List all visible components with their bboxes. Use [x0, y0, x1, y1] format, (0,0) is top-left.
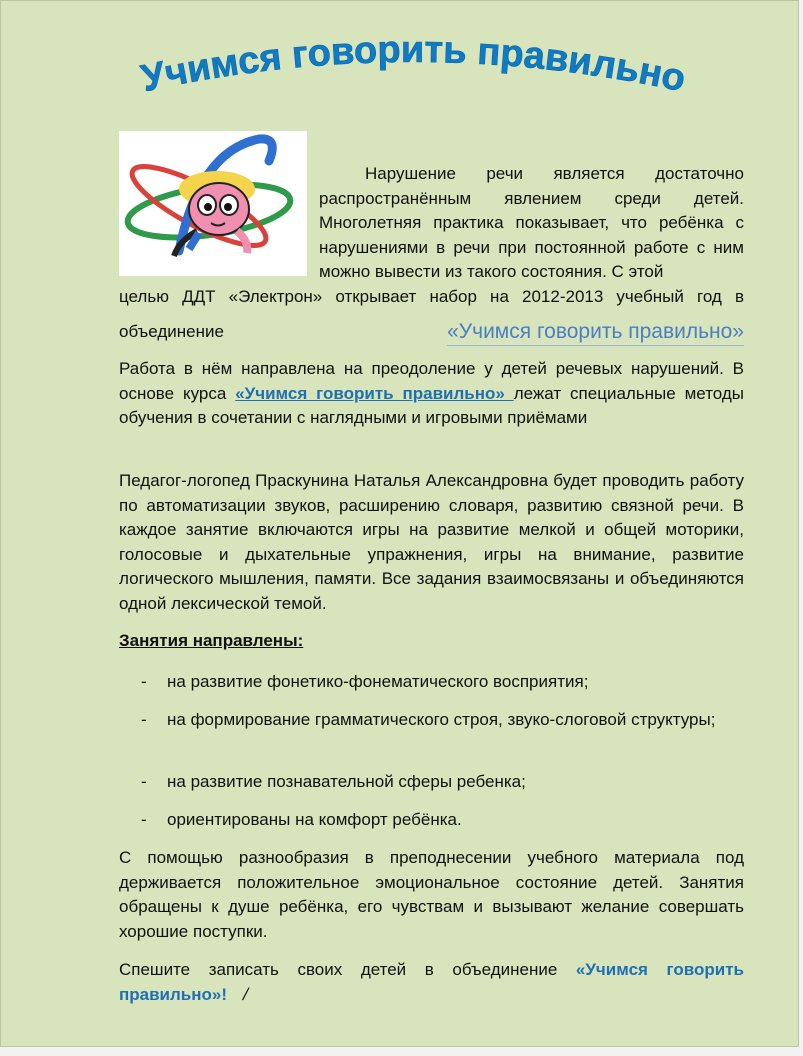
course-link[interactable]: «Учимся говорить правильно» [235, 383, 514, 403]
list-marker: - [141, 810, 147, 829]
teacher-paragraph: Педагог-логопед Праскунина Наталья Александровна будет проводить работу по автоматизации звуков, расширению словаря, развитию связной речи. В каждое занятие включаются игры на развитие мелкой и общей моторики, голосовые и дыхательные упражнения, игры на внимание, развитие логического мышления, памяти. Все задания взаимосвязаны и объединяются одной лексической темой. [119, 471, 744, 613]
course-paragraph [119, 357, 744, 431]
closing-highlight: «Учимся говорить правильно»! [119, 960, 744, 1004]
page-title [101, 19, 721, 109]
list-item-text: ориентированы на комфорт ребёнка. [167, 810, 462, 829]
course-text-after: лежат специальные методы обучения в сочетании с наглядными и игровыми приёмами [119, 383, 745, 427]
association-row [119, 319, 744, 347]
cartoon-child-atom-icon [119, 131, 307, 276]
intro-paragraph: Нарушение речи является достаточно распространённым явлением среди детей. Многолетняя практика показывает, что ребёнка с нарушениями в речи при постоянной работе с ним можно вывести из такого состояния. С этой [319, 164, 744, 281]
association-label: объединение [119, 322, 224, 341]
list-marker: - [141, 710, 147, 729]
list-marker: - [141, 672, 147, 691]
closing-text: Спешите записать своих детей в объединение [119, 960, 576, 979]
list-marker: - [141, 772, 147, 791]
page-title-text: Учимся говорить правильно [137, 28, 690, 101]
list-heading: Занятия направлены: [119, 631, 304, 650]
closing-paragraph [119, 958, 744, 1007]
association-name: «Учимся говорить правильно» [447, 319, 744, 346]
intro-continuation [119, 285, 744, 310]
list-item-text: на формирование грамматического строя, звуко-слоговой структуры; [167, 710, 716, 729]
intro-continuation-text: целью ДДТ «Электрон» открывает набор на 2012-2013 учебный год в [119, 287, 744, 306]
text-cursor-mark: / [240, 984, 251, 1004]
course-text-before: Работа в нём направлена на преодоление у детей речевых нарушений. В основе курса [119, 359, 744, 403]
emotion-paragraph: С помощью разнообразия в преподнесении учебного материала под держивается положительное эмоциональное состояние детей. Занятия обращены к душе ребёнка, его чувствам и вызывают желание совершать хорошие поступки. [119, 848, 744, 941]
list-item-text: на развитие фонетико-фонематического восприятия; [167, 672, 589, 691]
list-item-text: на развитие познавательной сферы ребенка; [167, 772, 526, 791]
